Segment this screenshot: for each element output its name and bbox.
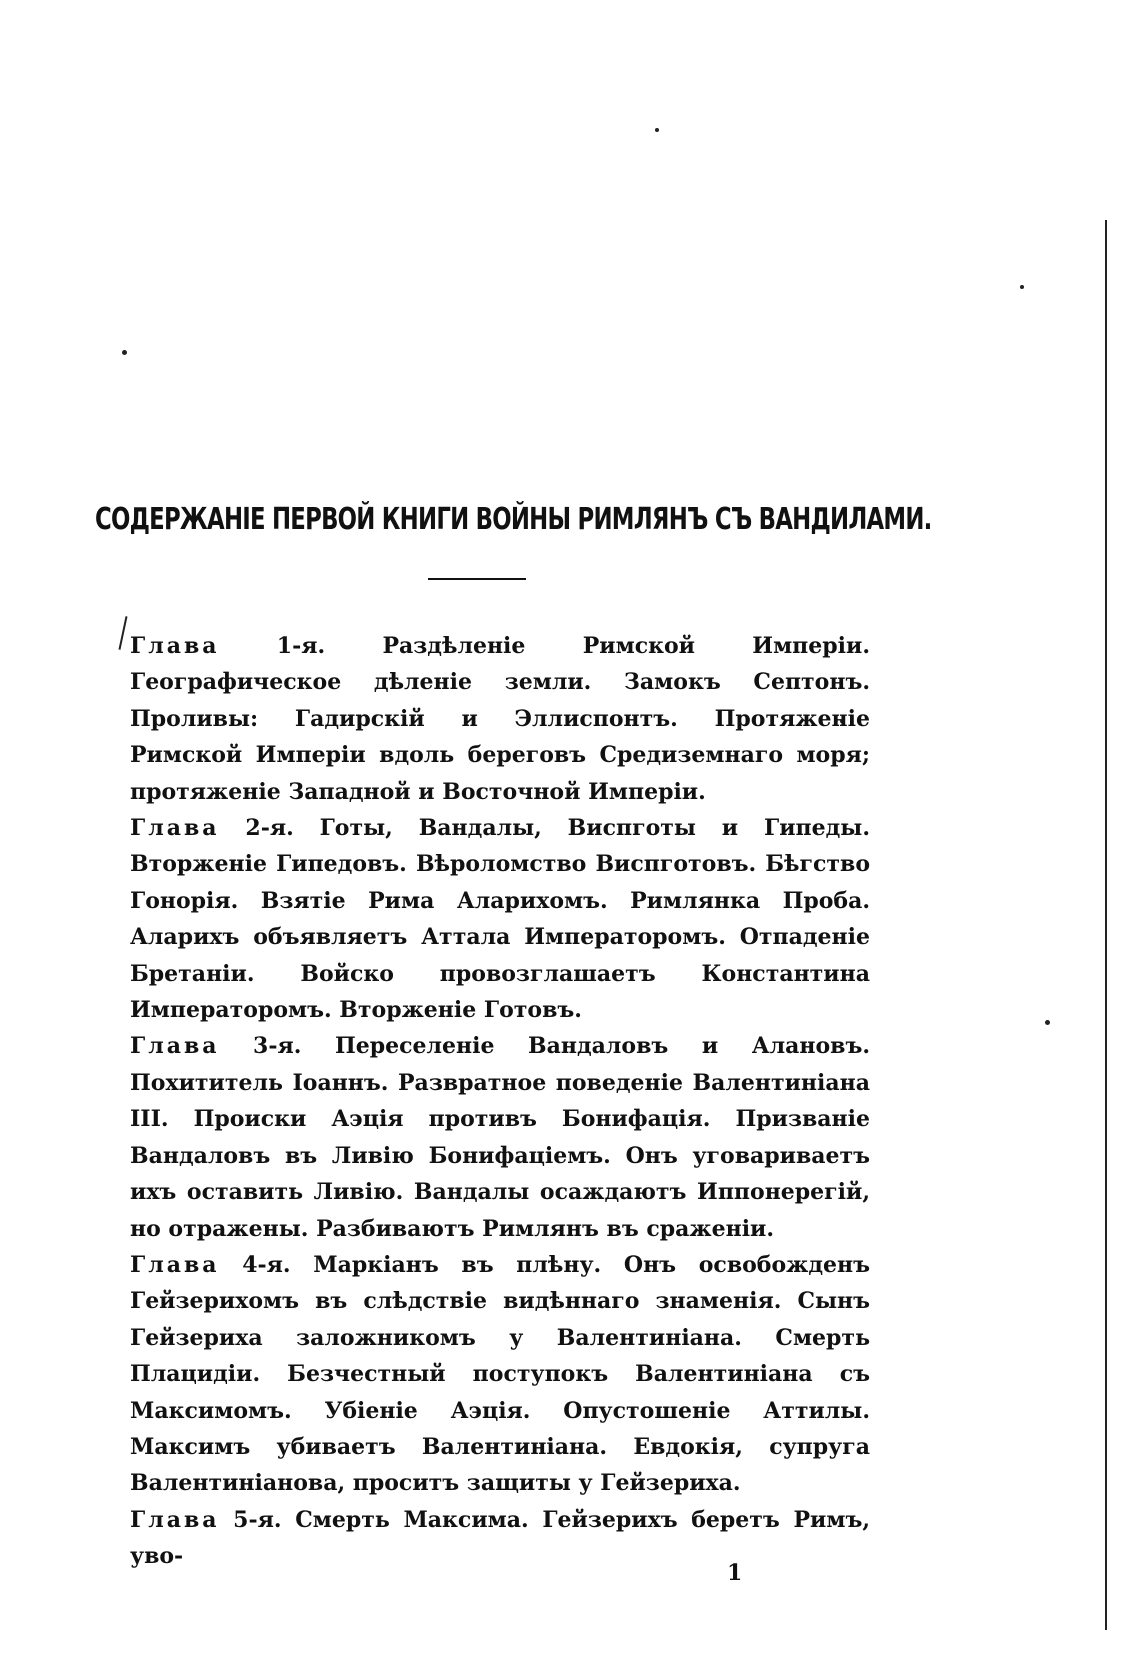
chapter-label: Глава xyxy=(130,815,220,842)
chapter-label: Глава xyxy=(130,1251,220,1278)
page-title: СОДЕРЖАНІЕ ПЕРВОЙ КНИГИ ВОЙНЫ РИМЛЯНЪ СЪ ВАНДИЛАМИ. xyxy=(95,502,932,537)
chapter-summary: 3-я. Переселеніе Вандаловъ и Алановъ. Похититель Іоаннъ. Развратное поведеніе Валентиніана III. Происки Аэція противъ Бонифація. Призваніе Вандаловъ въ Ливію Бонифаціемъ. Онъ уговариваетъ ихъ оставить Ливію. Вандалы осаждаютъ Иппонерегій, но отражены. Разбиваютъ Римлянъ въ сраженіи. xyxy=(130,1033,870,1242)
title-divider xyxy=(428,578,526,580)
ink-speck xyxy=(655,128,659,132)
chapter-entry xyxy=(130,810,870,1028)
pencil-mark xyxy=(118,616,127,650)
table-of-contents xyxy=(130,628,870,1575)
chapter-label: Глава xyxy=(130,633,220,659)
ink-speck xyxy=(1020,285,1024,289)
chapter-summary: 4-я. Маркіанъ въ плѣну. Онъ освобожденъ Гейзерихомъ въ слѣдствіе видѣннаго знаменія. Сынъ Гейзериха заложникомъ у Валентиніана. Смерть Плацидіи. Безчестный поступокъ Валентиніана съ Максимомъ. Убіеніе Аэція. Опустошеніе Аттилы. Максимъ убиваетъ Валентиніана. Евдокія, супруга Валентиніанова, проситъ защиты у Гейзериха. xyxy=(130,1251,870,1497)
chapter-summary: 1-я. Раздѣленіе Римской Имперіи. Географическое дѣленіе земли. Замокъ Септонъ. Проливы: Гадирскій и Эллиспонтъ. Протяженіе Римской Имперіи вдоль береговъ Средиземнаго моря; протяженіе Западной и Восточной Имперіи. xyxy=(130,633,870,805)
chapter-label: Глава xyxy=(130,1033,220,1060)
ink-speck xyxy=(1045,1020,1050,1025)
page-number: 1 xyxy=(727,1560,743,1586)
chapter-entry xyxy=(130,1502,870,1575)
chapter-label: Глава xyxy=(130,1506,220,1533)
chapter-entry xyxy=(130,628,870,810)
page-edge-line xyxy=(1105,220,1107,1630)
chapter-summary: 2-я. Готы, Вандалы, Виспготы и Гипеды. Вторженіе Гипедовъ. Вѣроломство Виспготовъ. Бѣгство Гонорія. Взятіе Рима Аларихомъ. Римлянка Проба. Аларихъ объявляетъ Аттала Императоромъ. Отпаденіе Бретаніи. Войско провозглашаетъ Константина Императоромъ. Вторженіе Готовъ. xyxy=(130,815,870,1024)
chapter-entry xyxy=(130,1028,870,1246)
chapter-entry xyxy=(130,1247,870,1502)
chapter-summary: 5-я. Смерть Максима. Гейзерихъ беретъ Римъ, уво- xyxy=(130,1506,870,1570)
ink-speck xyxy=(122,350,127,355)
